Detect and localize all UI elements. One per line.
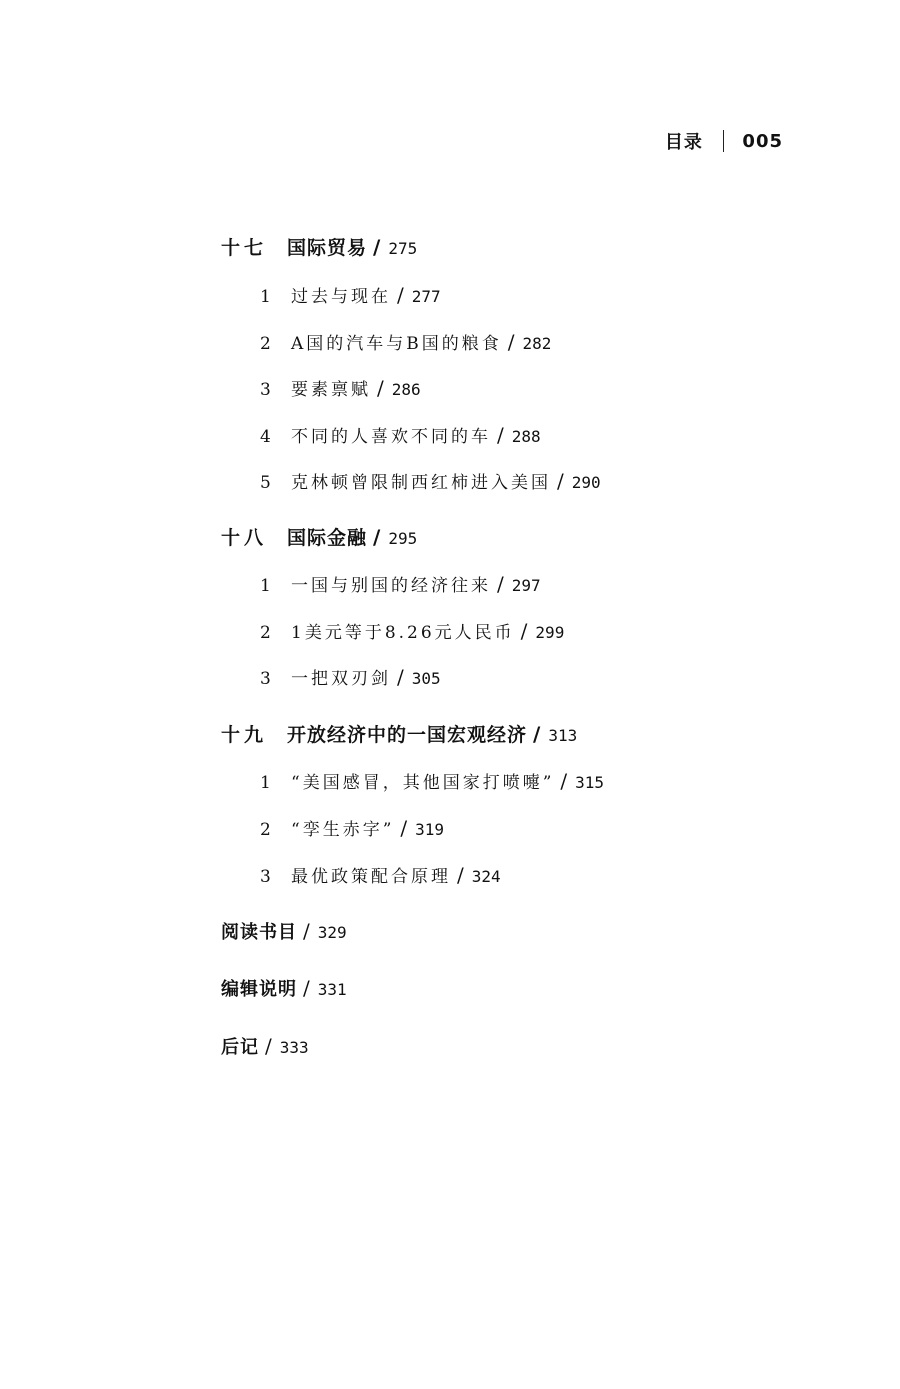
toc-afterword[interactable] bbox=[221, 1033, 309, 1059]
page-number: 313 bbox=[548, 726, 578, 745]
toc-chapter-18[interactable] bbox=[221, 523, 417, 550]
slash-separator: / bbox=[373, 525, 381, 549]
page-number: 331 bbox=[317, 980, 347, 999]
chapter-title: 开放经济中的一国宏观经济 bbox=[287, 724, 528, 746]
page-number: 319 bbox=[415, 820, 445, 839]
section-title: “美国感冒，其他国家打喷嚏” bbox=[291, 773, 555, 793]
section-number: 3 bbox=[260, 867, 271, 887]
page-number: 288 bbox=[511, 427, 541, 446]
page-number: 277 bbox=[411, 287, 441, 306]
section-title: 不同的人喜欢不同的车 bbox=[291, 427, 491, 447]
appendix-title: 阅读书目 bbox=[221, 922, 297, 943]
slash-separator: / bbox=[533, 722, 541, 746]
section-number: 2 bbox=[260, 820, 271, 840]
toc-section-17-5[interactable] bbox=[260, 468, 601, 493]
toc-section-19-2[interactable] bbox=[260, 815, 444, 840]
slash-separator: / bbox=[397, 283, 404, 307]
slash-separator: / bbox=[400, 816, 408, 840]
section-number: 5 bbox=[260, 473, 271, 493]
chapter-title: 国际贸易 bbox=[287, 237, 368, 259]
chapter-number: 十八 bbox=[221, 527, 268, 549]
page-number: 286 bbox=[391, 380, 421, 399]
page-number: 297 bbox=[511, 576, 541, 595]
section-title: 一国与别国的经济往来 bbox=[291, 576, 491, 596]
page-number: 295 bbox=[388, 529, 418, 548]
slash-separator: / bbox=[373, 235, 381, 259]
toc-section-17-2[interactable] bbox=[260, 329, 551, 354]
section-title: 过去与现在 bbox=[291, 287, 391, 307]
slash-separator: / bbox=[560, 769, 568, 793]
toc-reading-list[interactable] bbox=[221, 918, 347, 944]
page-number: 329 bbox=[317, 923, 347, 942]
section-title: “孪生赤字” bbox=[291, 820, 395, 840]
chapter-number: 十七 bbox=[221, 237, 268, 259]
page-number: 282 bbox=[522, 334, 552, 353]
toc-section-19-3[interactable] bbox=[260, 862, 501, 887]
toc-section-19-1[interactable] bbox=[260, 768, 604, 793]
slash-separator: / bbox=[457, 863, 464, 887]
section-number: 3 bbox=[260, 380, 271, 400]
section-number: 1 bbox=[260, 576, 271, 596]
page-number: 299 bbox=[535, 623, 565, 642]
slash-separator: / bbox=[303, 976, 310, 1000]
toc-section-18-1[interactable] bbox=[260, 571, 541, 596]
toc-editor-notes[interactable] bbox=[221, 975, 347, 1001]
page-number: 305 bbox=[411, 669, 441, 688]
chapter-title: 国际金融 bbox=[287, 527, 368, 549]
section-title: 要素禀赋 bbox=[291, 380, 371, 400]
slash-separator: / bbox=[507, 330, 515, 354]
toc-chapter-19[interactable] bbox=[221, 720, 577, 747]
toc-section-17-3[interactable] bbox=[260, 375, 421, 400]
section-number: 1 bbox=[260, 287, 271, 307]
header-label: 目录 bbox=[664, 132, 703, 153]
toc-section-17-1[interactable] bbox=[260, 282, 441, 307]
page-number: 333 bbox=[279, 1038, 309, 1057]
section-number: 4 bbox=[260, 427, 271, 447]
toc-section-18-3[interactable] bbox=[260, 664, 441, 689]
toc-section-18-2[interactable] bbox=[260, 618, 564, 643]
slash-separator: / bbox=[397, 665, 404, 689]
slash-separator: / bbox=[303, 919, 310, 943]
page-number: 315 bbox=[575, 773, 605, 792]
section-number: 2 bbox=[260, 334, 271, 354]
header-page-number: 005 bbox=[742, 130, 783, 152]
slash-separator: / bbox=[497, 572, 504, 596]
slash-separator: / bbox=[557, 469, 564, 493]
page-number: 324 bbox=[471, 867, 501, 886]
slash-separator: / bbox=[520, 619, 528, 643]
section-number: 2 bbox=[260, 623, 271, 643]
toc-section-17-4[interactable] bbox=[260, 422, 541, 447]
slash-separator: / bbox=[377, 376, 384, 400]
section-title: 1美元等于8.26元人民币 bbox=[291, 623, 515, 643]
section-title: 克林顿曾限制西红柿进入美国 bbox=[291, 473, 551, 493]
page-number: 275 bbox=[388, 239, 418, 258]
section-number: 3 bbox=[260, 669, 271, 689]
appendix-title: 编辑说明 bbox=[221, 979, 297, 1000]
slash-separator: / bbox=[265, 1034, 272, 1058]
section-title: 一把双刃剑 bbox=[291, 669, 391, 689]
toc-chapter-17[interactable] bbox=[221, 233, 417, 260]
appendix-title: 后记 bbox=[221, 1037, 259, 1058]
chapter-number: 十九 bbox=[221, 724, 268, 746]
section-number: 1 bbox=[260, 773, 271, 793]
page-number: 290 bbox=[571, 473, 601, 492]
section-title: A国的汽车与B国的粮食 bbox=[291, 334, 502, 354]
section-title: 最优政策配合原理 bbox=[291, 867, 451, 887]
slash-separator: / bbox=[497, 423, 504, 447]
